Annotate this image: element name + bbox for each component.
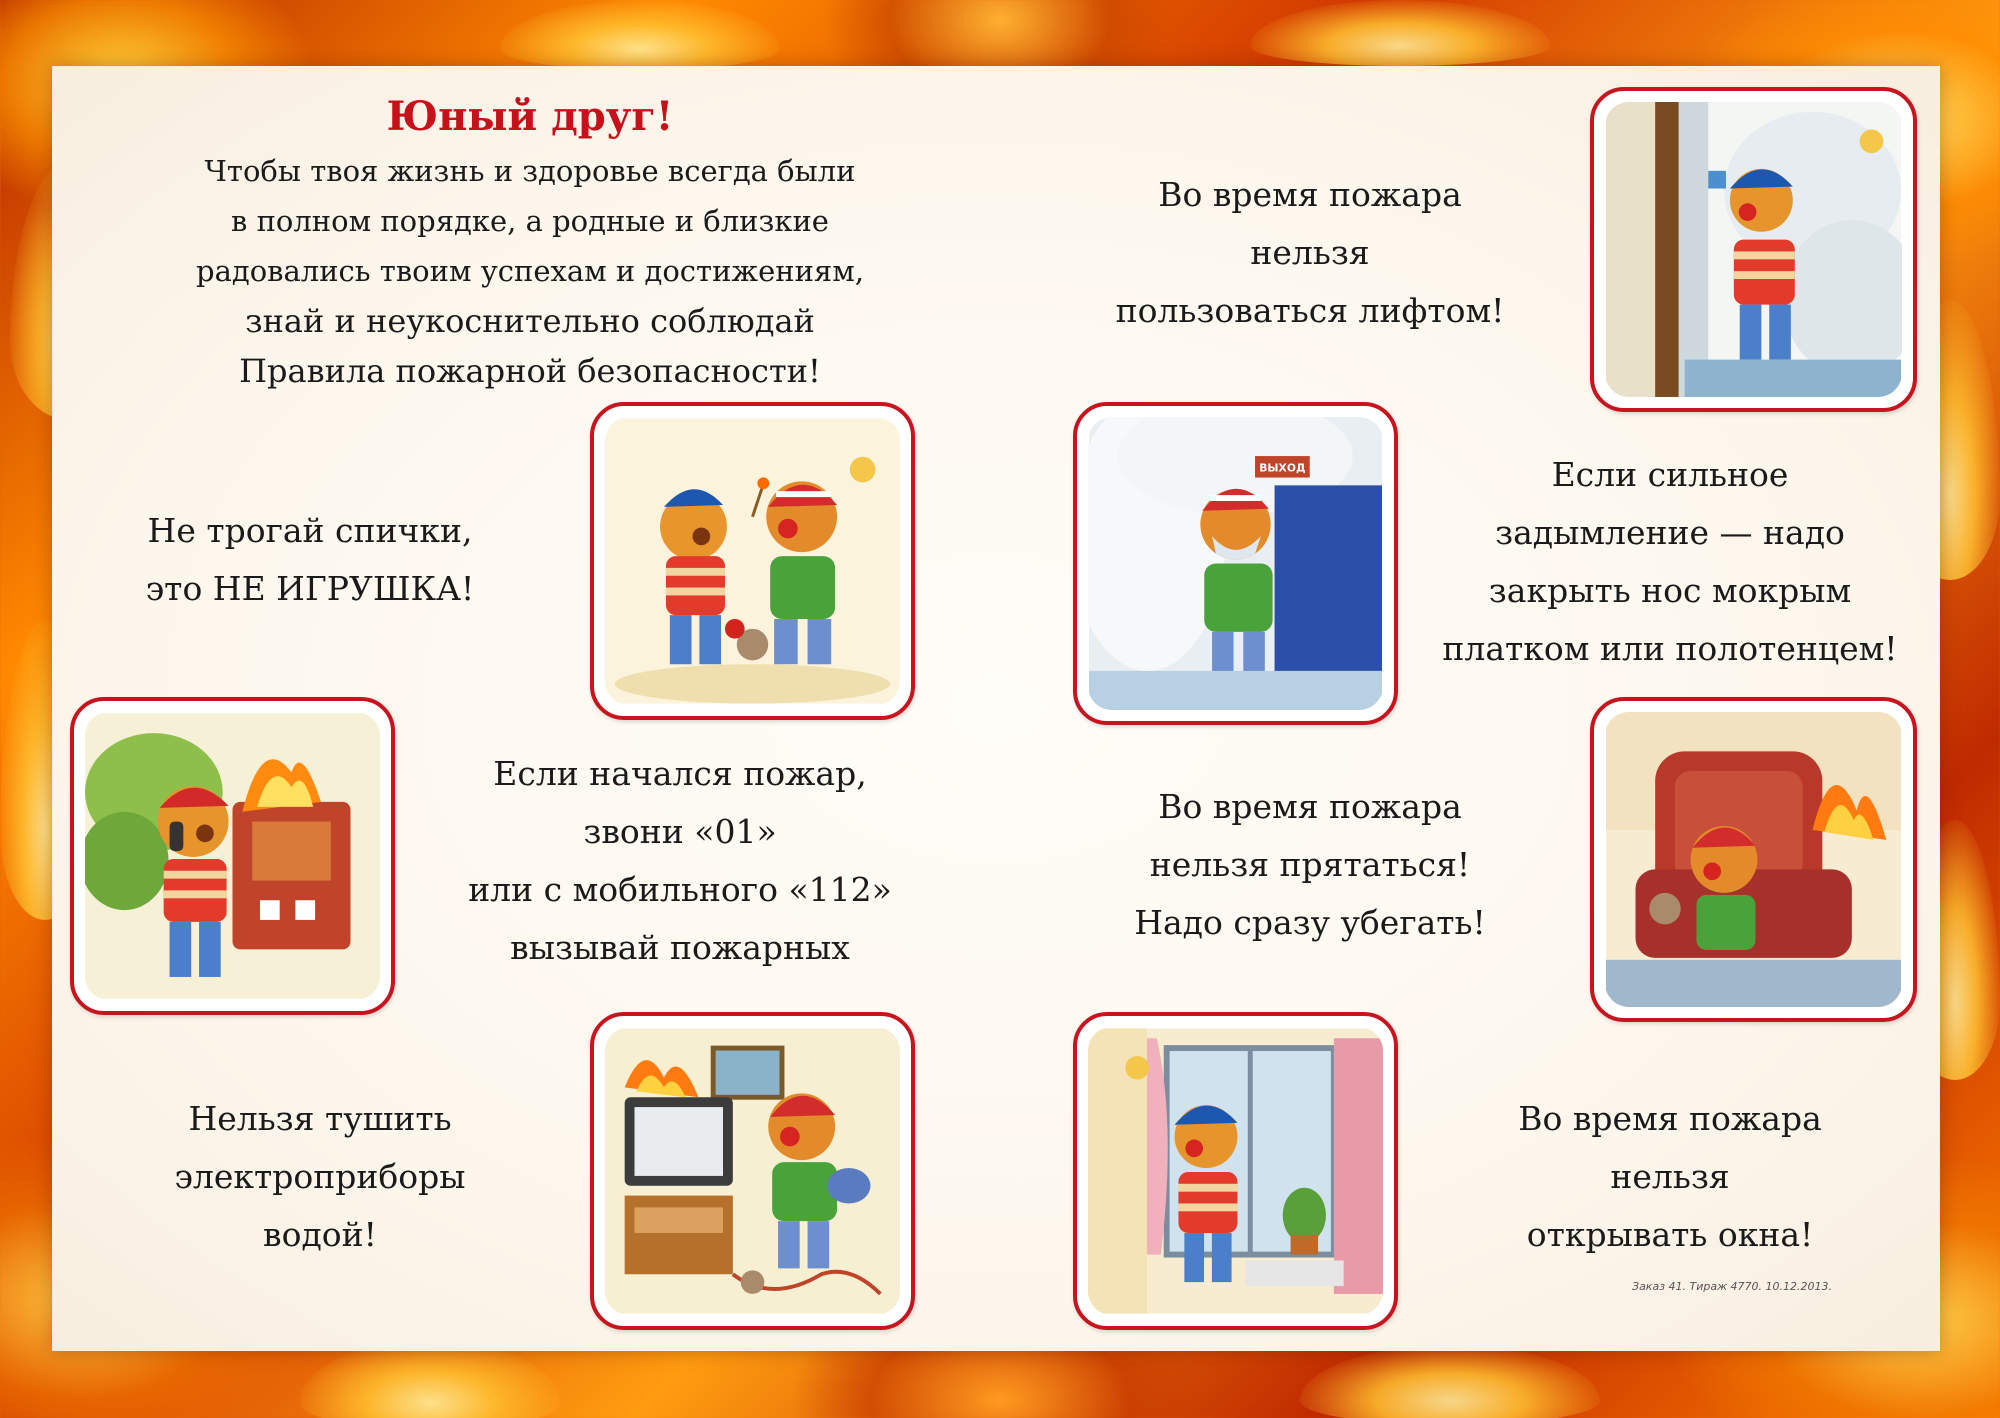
rule-line: Если сильное xyxy=(1551,455,1789,494)
intro-text xyxy=(120,146,940,396)
flame-decoration xyxy=(300,1340,560,1418)
rule-windows xyxy=(1450,1090,1890,1264)
illustration-smoke xyxy=(1073,402,1398,725)
rule-line: Нельзя тушить xyxy=(188,1099,452,1138)
rule-line: нельзя xyxy=(1610,1157,1730,1196)
illustration-hiding xyxy=(1590,697,1917,1022)
rule-line: это НЕ ИГРУШКА! xyxy=(145,569,475,608)
rule-line: вызывай пожарных xyxy=(510,928,850,967)
rule-line: Во время пожара xyxy=(1518,1099,1822,1138)
rule-line: Во время пожара xyxy=(1158,787,1462,826)
rule-line: закрыть нос мокрым xyxy=(1488,571,1852,610)
intro-line: Правила пожарной безопасности! xyxy=(239,352,821,390)
rule-matches xyxy=(80,502,540,618)
intro-line: Чтобы твоя жизнь и здоровье всегда были xyxy=(204,154,856,188)
phone-call-scene-image xyxy=(85,712,380,1000)
flame-decoration xyxy=(500,0,780,70)
illustration-elevator xyxy=(1590,87,1917,412)
rule-line: водой! xyxy=(263,1215,377,1254)
print-info: Заказ 41. Тираж 4770. 10.12.2013. xyxy=(1632,1280,1832,1293)
intro-line: знай и неукоснительно соблюдай xyxy=(245,302,815,340)
illustration-matches xyxy=(590,402,915,720)
rule-line: звони «01» xyxy=(583,812,777,851)
illustration-windows xyxy=(1073,1012,1398,1330)
rule-line: пользоваться лифтом! xyxy=(1115,291,1505,330)
rule-line: электроприборы xyxy=(174,1157,466,1196)
rule-line: платком или полотенцем! xyxy=(1442,629,1898,668)
windows-scene-image xyxy=(1088,1027,1383,1315)
rule-line: задымление — надо xyxy=(1495,513,1845,552)
rule-electrical xyxy=(130,1090,510,1264)
intro-line: в полном порядке, а родные и близкие xyxy=(231,204,829,238)
rule-line: или с мобильного «112» xyxy=(468,870,892,909)
rule-line: Не трогай спички, xyxy=(147,511,473,550)
matches-scene-image xyxy=(605,417,900,705)
illustration-phone-call xyxy=(70,697,395,1015)
rule-line: нельзя xyxy=(1250,233,1370,272)
illustration-electrical xyxy=(590,1012,915,1330)
rule-line: открывать окна! xyxy=(1526,1215,1814,1254)
elevator-scene-image xyxy=(1605,102,1902,397)
rule-smoke xyxy=(1410,446,1930,678)
intro-title: Юный друг! xyxy=(386,93,674,140)
smoke-scene-image xyxy=(1088,417,1383,710)
exit-sign-text: ВЫХОД xyxy=(1259,461,1306,475)
rule-line: Во время пожара xyxy=(1158,175,1462,214)
flame-decoration xyxy=(1250,0,1550,66)
rule-line: Если начался пожар, xyxy=(493,754,867,793)
intro-line: радовались твоим успехам и достижениям, xyxy=(196,254,864,288)
hiding-scene-image xyxy=(1605,712,1902,1007)
rule-elevator xyxy=(1080,166,1540,340)
rule-line: Надо сразу убегать! xyxy=(1134,903,1486,942)
rule-hide xyxy=(1100,778,1520,952)
electrical-scene-image xyxy=(605,1027,900,1315)
rule-call-firefighters xyxy=(430,745,930,977)
flame-decoration xyxy=(1300,1345,1600,1418)
rule-line: нельзя прятаться! xyxy=(1149,845,1471,884)
